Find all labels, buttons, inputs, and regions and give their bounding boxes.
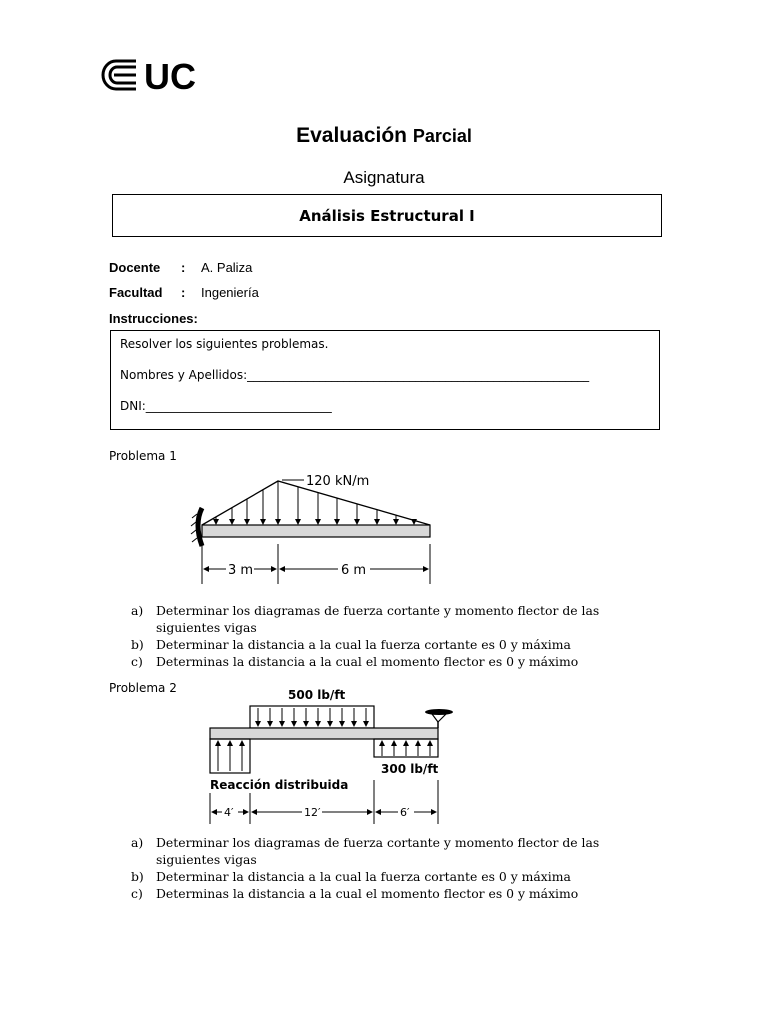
title-rest: Parcial xyxy=(412,126,472,146)
facultad-colon: : xyxy=(181,285,186,300)
problem-2-questions xyxy=(131,834,661,902)
page-title xyxy=(0,124,768,148)
docente-label: Docente xyxy=(109,260,161,275)
question-c: c) Determinas la distancia a la cual el momento flector es 0 y máximo xyxy=(131,886,579,901)
problem-1-diagram xyxy=(180,466,450,590)
problem-1-label: Problema 1 xyxy=(109,449,177,463)
fixed-support-icon xyxy=(198,508,202,546)
beam-2 xyxy=(210,728,438,739)
problem-2-label: Problema 2 xyxy=(109,681,177,695)
problem-2-diagram xyxy=(200,684,470,826)
logo-text: UC xyxy=(144,56,196,96)
pin-support-icon xyxy=(425,709,453,728)
question-c: c) Determinas la distancia a la cual el momento flector es 0 y máximo xyxy=(131,654,579,669)
name-field[interactable]: Nombres y Apellidos:_________________________________________________________ xyxy=(120,368,590,382)
question-a: a) Determinar los diagramas de fuerza cortante y momento flector de las siguientes vigas xyxy=(131,835,600,867)
question-a: a) Determinar los diagramas de fuerza cortante y momento flector de las siguientes vigas xyxy=(131,603,600,635)
dim-6m: 6 m xyxy=(341,563,367,578)
instruction-line-1: Resolver los siguientes problemas. xyxy=(120,337,329,351)
question-b: b) Determinar la distancia a la cual la fuerza cortante es 0 y máxima xyxy=(131,869,571,884)
dim-4ft: 4′ xyxy=(224,806,234,819)
subject-name: Análisis Estructural I xyxy=(299,206,475,225)
load-top-label: 500 lb/ft xyxy=(288,688,346,702)
instructions-box xyxy=(110,330,660,430)
docente-colon: : xyxy=(181,260,186,275)
docente-value: A. Paliza xyxy=(201,260,253,275)
dim-6ft: 6′ xyxy=(400,806,410,819)
reaction-label: Reacción distribuida xyxy=(210,778,349,792)
subject-label: Asignatura xyxy=(343,168,425,187)
load-label: 120 kN/m xyxy=(306,474,370,489)
beam-1 xyxy=(202,525,430,537)
dni-field[interactable]: DNI:_______________________________ xyxy=(120,399,332,413)
load-bottom-label: 300 lb/ft xyxy=(381,762,439,776)
subject-box xyxy=(112,194,662,237)
dim-12ft: 12′ xyxy=(304,806,321,819)
question-b: b) Determinar la distancia a la cual la fuerza cortante es 0 y máxima xyxy=(131,637,571,652)
facultad-label: Facultad xyxy=(109,285,163,300)
facultad-value: Ingeniería xyxy=(201,285,259,300)
uc-logo xyxy=(100,56,220,96)
instructions-label: Instrucciones: xyxy=(109,311,198,326)
top-load-block xyxy=(250,706,374,728)
dim-3m: 3 m xyxy=(228,563,254,578)
problem-1-questions xyxy=(131,602,661,670)
title-main: Evaluación xyxy=(296,124,407,147)
